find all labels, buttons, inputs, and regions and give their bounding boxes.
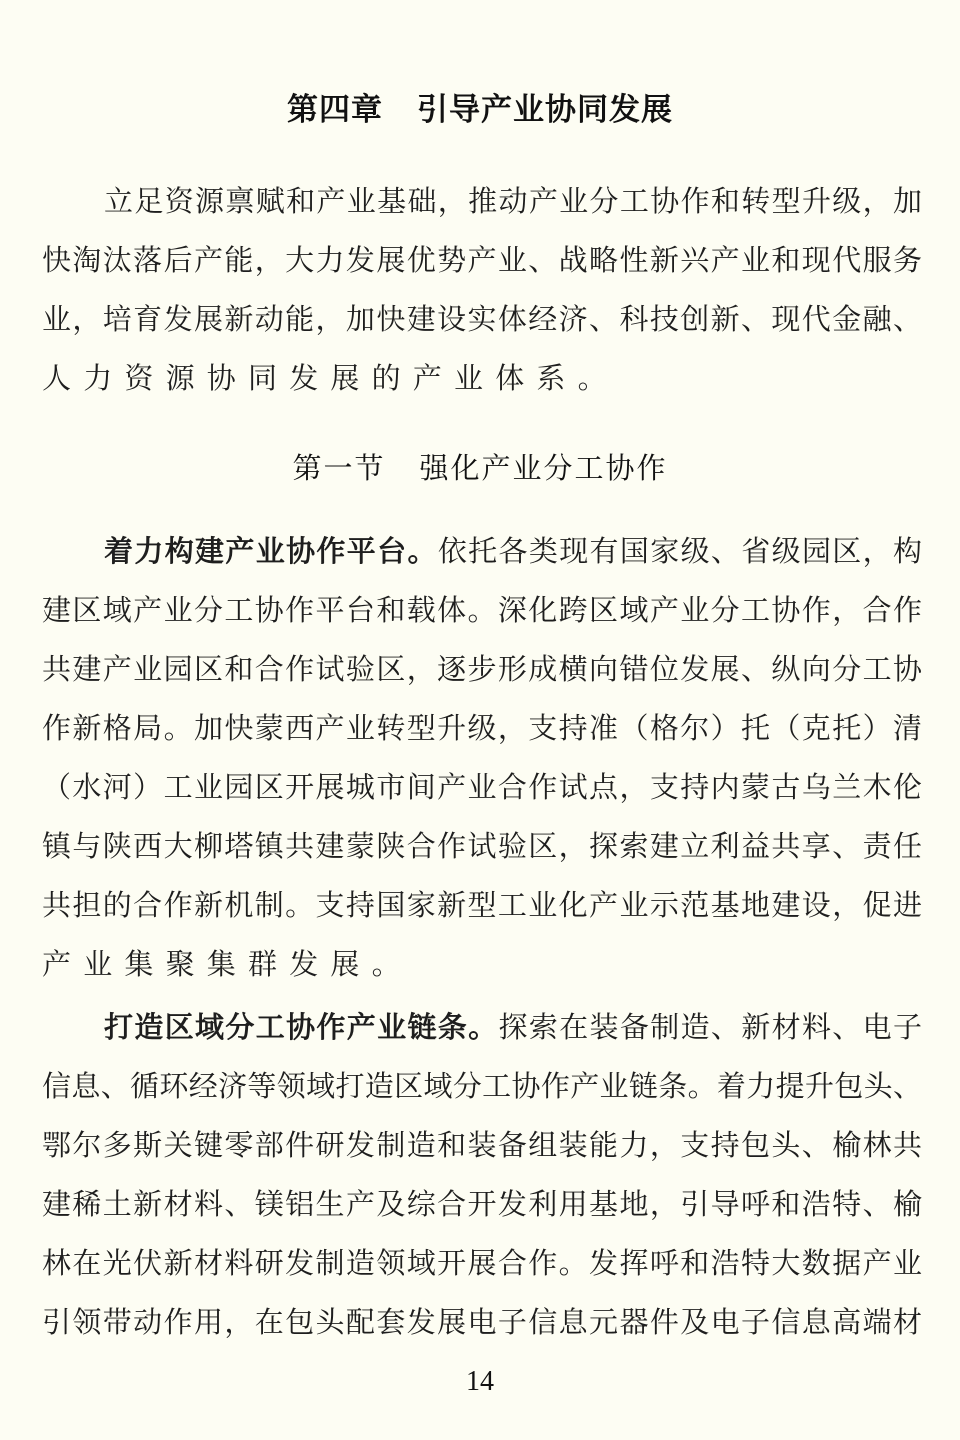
paragraph-text: 依托各类现有国家级、省级园区，构 — [437, 534, 922, 568]
paragraph-line: 共担的合作新机制。支持国家新型工业化产业示范基地建设，促进 — [42, 888, 922, 922]
paragraph-line: 信息、循环经济等领域打造区域分工协作产业链条。着力提升包头、 — [42, 1069, 922, 1103]
paragraph-line: 产业集聚集群发展。 — [42, 947, 413, 981]
paragraph-line: 共建产业园区和合作试验区，逐步形成横向错位发展、纵向分工协 — [42, 652, 922, 686]
paragraph-line — [104, 1007, 922, 1047]
paragraph-line — [104, 531, 922, 571]
section-number: 第一节 — [292, 451, 386, 485]
paragraph-line: 鄂尔多斯关键零部件研发制造和装备组装能力，支持包头、榆林共 — [42, 1128, 922, 1162]
paragraph-lead: 打造区域分工协作产业链条。 — [104, 1010, 499, 1044]
chapter-title: 引导产业协同发展 — [417, 92, 673, 128]
paragraph-line: （水河）工业园区开展城市间产业合作试点，支持内蒙古乌兰木伦 — [42, 770, 922, 804]
intro-line: 立足资源禀赋和产业基础，推动产业分工协作和转型升级，加 — [104, 184, 922, 218]
paragraph-line: 引领带动作用，在包头配套发展电子信息元器件及电子信息高端材 — [42, 1305, 922, 1339]
paragraph-line: 建区域产业分工协作平台和载体。深化跨区域产业分工协作，合作 — [42, 593, 922, 627]
paragraph-lead: 着力构建产业协作平台。 — [104, 534, 438, 568]
paragraph-line: 建稀土新材料、镁铝生产及综合开发利用基地，引导呼和浩特、榆 — [42, 1187, 922, 1221]
section-title: 强化产业分工协作 — [419, 451, 668, 485]
section-heading — [0, 446, 960, 487]
intro-line: 人力资源协同发展的产业体系。 — [42, 361, 619, 395]
page-number: 14 — [466, 1366, 494, 1397]
paragraph-line: 林在光伏新材料研发制造领域开展合作。发挥呼和浩特大数据产业 — [42, 1246, 922, 1280]
chapter-number: 第四章 — [287, 92, 383, 128]
intro-line: 业，培育发展新动能，加快建设实体经济、科技创新、现代金融、 — [42, 302, 922, 336]
chapter-heading — [0, 84, 960, 129]
paragraph-line: 镇与陕西大柳塔镇共建蒙陕合作试验区，探索建立利益共享、责任 — [42, 829, 922, 863]
intro-line: 快淘汰落后产能，大力发展优势产业、战略性新兴产业和现代服务 — [42, 243, 922, 277]
paragraph-text: 探索在装备制造、新材料、电子 — [498, 1010, 922, 1044]
paragraph-line: 作新格局。加快蒙西产业转型升级，支持准（格尔）托（克托）清 — [42, 711, 922, 745]
